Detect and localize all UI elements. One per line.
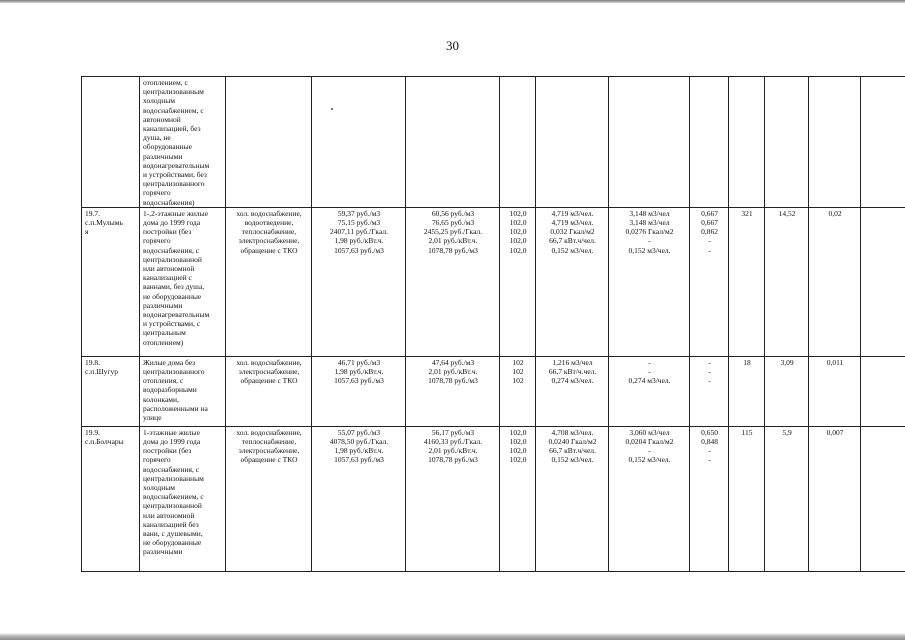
tariff-growth-index-line: 102,0	[509, 427, 527, 437]
table-row	[82, 426, 905, 571]
utility-services-line: электроснабжение,	[238, 236, 300, 246]
consumption-norm-alt-line: 3,148 м3/чел	[629, 208, 670, 218]
consumption-norm-alt-line: -	[648, 446, 651, 456]
payment-value-cell	[765, 426, 809, 571]
coefficient-line: 0,650	[701, 427, 718, 437]
tariff-new-line: 1078,78 руб./м3	[428, 245, 478, 255]
tariff-growth-index-line: 102,0	[509, 446, 527, 456]
tariff-new-line: 56,17 руб./м3	[431, 427, 475, 437]
tariff-growth-index-line: 102	[512, 376, 524, 386]
consumption-norm-alt-cell	[609, 207, 690, 356]
share-value-cell	[809, 207, 861, 356]
utility-services-line: теплоснабжение,	[241, 437, 297, 447]
coefficient-line: -	[708, 245, 711, 255]
row-number-settlement-line: я	[85, 227, 89, 237]
consumption-norm-line: 4,708 м3/чел.	[551, 427, 594, 437]
tariff-base-line: 2407,11 руб./Гкал.	[330, 227, 388, 237]
tariff-growth-index-line: 102,0	[509, 437, 527, 447]
tariff-base-line: 1057,63 руб./м3	[334, 376, 384, 386]
coefficient-cell	[690, 426, 729, 571]
row-number-settlement-cell	[82, 426, 140, 571]
coefficient-line: -	[708, 367, 711, 377]
coefficient-cell	[690, 77, 729, 208]
consumption-norm-line: 0,152 м3/чел.	[551, 455, 594, 465]
housing-type-text: 1-,2-этажные жилые дома до 1999 года постройки (без горячего водоснабжения, с централизованной или автономной канализацией с ваннами, без душа, не оборудованные различными водонагревательным и устройствами, с центральным отоплением)	[143, 208, 210, 347]
tariff-growth-index-line: 102,0	[509, 218, 527, 228]
tariff-new-line: 47,64 руб./м3	[431, 357, 475, 367]
tariff-growth-index-line: 102,0	[509, 227, 527, 237]
utility-services-line: электроснабжение,	[238, 446, 300, 456]
tariff-growth-index-line: 102,0	[509, 245, 527, 255]
utility-services-line: обращение с ТКО	[240, 245, 298, 255]
consumption-norm-alt-line: 0,0276 Гкал/м2	[625, 227, 674, 237]
coefficient-line: 0,667	[701, 208, 718, 218]
tariff-growth-index-line: 102	[512, 357, 524, 367]
utility-services-line: хол. водоснабжение,	[236, 357, 302, 367]
utility-services-cell	[226, 207, 312, 356]
housing-type-text: Жилые дома без централизованного отопления, с водоразборными колонками, расположенными на улице	[143, 357, 208, 423]
tariff-growth-index-cell	[500, 207, 536, 356]
tariff-new-line: 2,01 руб./кВт.ч.	[428, 236, 478, 246]
tariff-growth-index-line: 102,0	[509, 455, 527, 465]
housing-type-text: отоплением, с централизованным холодным водоснабжением, с автономной канализацией, без душа, не оборудованные различными водонагревательным и устройствами, без централизованного горячего водоснабжения)	[143, 78, 210, 207]
utility-services-line: электроснабжение,	[238, 367, 300, 377]
tariff-growth-index-line: 102	[512, 367, 524, 377]
consumption-norm-cell	[536, 356, 609, 426]
utility-services-line: хол. водоснабжение,	[236, 427, 302, 437]
tariff-new-line: 4160,33 руб./Гкал.	[423, 437, 483, 447]
housing-type-cell	[140, 77, 226, 208]
tariff-new-line: 76,65 руб./м3	[431, 218, 475, 228]
payment-value-text: 5,9	[782, 427, 792, 437]
coefficient-line: -	[708, 455, 711, 465]
coefficient-line: -	[708, 357, 711, 367]
tariff-new-line: 2,01 руб./кВт.ч.	[428, 367, 478, 377]
housing-type-cell	[140, 207, 226, 356]
tariff-base-line: 75,15 руб./м3	[337, 218, 381, 228]
scan-speck	[331, 108, 333, 110]
table-row	[82, 207, 905, 356]
share-value-text: 0,02	[828, 208, 842, 218]
tariff-table	[81, 76, 905, 572]
tariff-new-line: 1078,78 руб./м3	[428, 376, 478, 386]
consumption-norm-alt-line: -	[648, 236, 651, 246]
tariff-base-line: 1057,63 руб./м3	[334, 245, 384, 255]
payment-value-text: 3,09	[780, 357, 794, 367]
row-number-settlement-line: с.п.Мулымь	[85, 218, 123, 228]
scan-edge-top	[0, 0, 905, 3]
population-count-line: 115	[741, 427, 753, 437]
payment-value-cell	[765, 77, 809, 208]
consumption-norm-line: 0,032 Гкал/м2	[550, 227, 595, 237]
consumption-norm-alt-line: -	[648, 367, 651, 377]
page-number: 30	[446, 38, 459, 53]
consumption-norm-line: 0,0240 Гкал/м2	[548, 437, 597, 447]
coefficient-line: 0,862	[701, 227, 718, 237]
tariff-new-line: 1078,78 руб./м3	[428, 455, 478, 465]
consumption-norm-cell	[536, 426, 609, 571]
row-number-settlement-line: 19.9.	[85, 427, 100, 437]
utility-services-line: водоотведение,	[244, 218, 294, 228]
consumption-norm-line: 66,7 кВт.ч/чел.	[549, 236, 596, 246]
consumption-norm-line: 4,719 м3/чел.	[551, 218, 594, 228]
blank-column-cell	[861, 426, 905, 571]
housing-type-cell	[140, 426, 226, 571]
consumption-norm-alt-cell	[609, 356, 690, 426]
table-row	[82, 356, 905, 426]
tariff-new-cell	[406, 77, 500, 208]
blank-column-cell	[861, 356, 905, 426]
housing-type-cell	[140, 356, 226, 426]
blank-column-cell	[861, 207, 905, 356]
utility-services-cell	[226, 77, 312, 208]
coefficient-line: -	[708, 446, 711, 456]
coefficient-cell	[690, 207, 729, 356]
housing-type-text: 1-этажные жилые дома до 1999 года постройки (без горячего водоснабжения, с централизованным холодным водоснабжением, с централизованной или автономной канализацией без вани, с душевыми, не оборудованные различными	[143, 427, 204, 557]
consumption-norm-alt-cell	[609, 426, 690, 571]
tariff-base-cell	[312, 207, 406, 356]
consumption-norm-alt-line: 3,060 м3/чел	[629, 427, 670, 437]
utility-services-line: обращение с ТКО	[240, 376, 298, 386]
blank-column-cell	[861, 77, 905, 208]
share-value-cell	[809, 77, 861, 208]
share-value-text: 0,007	[826, 427, 844, 437]
utility-services-cell	[226, 356, 312, 426]
tariff-base-line: 4078,50 руб./Гкал.	[329, 437, 389, 447]
row-number-settlement-line: 19.8.	[85, 357, 100, 367]
tariff-base-line: 55,07 руб./м3	[337, 427, 381, 437]
payment-value-text: 14,52	[778, 208, 796, 218]
row-number-settlement-cell	[82, 207, 140, 356]
consumption-norm-line: 4,719 м3/чел.	[551, 208, 594, 218]
coefficient-line: -	[708, 236, 711, 246]
utility-services-line: хол. водоснабжение,	[236, 208, 302, 218]
consumption-norm-line: 66,7 кВт.ч/чел.	[549, 446, 596, 456]
tariff-base-line: 1,98 руб./кВт.ч.	[334, 367, 384, 377]
consumption-norm-alt-line: 0,152 м3/чел.	[628, 455, 671, 465]
tariff-new-cell	[406, 356, 500, 426]
scan-edge-bottom	[0, 633, 905, 640]
consumption-norm-alt-line: -	[648, 357, 651, 367]
tariff-base-line: 1057,63 руб./м3	[334, 455, 384, 465]
utility-services-cell	[226, 426, 312, 571]
consumption-norm-cell	[536, 77, 609, 208]
tariff-base-line: 1,98 руб./кВт.ч.	[334, 236, 384, 246]
coefficient-line: 0,848	[701, 437, 718, 447]
consumption-norm-line: 0,152 м3/чел.	[551, 245, 594, 255]
tariff-growth-index-cell	[500, 356, 536, 426]
payment-value-cell	[765, 207, 809, 356]
consumption-norm-line: 0,274 м3/чел.	[551, 376, 594, 386]
population-count-line: 18	[743, 357, 751, 367]
tariff-base-cell	[312, 356, 406, 426]
share-value-text: 0,011	[826, 357, 844, 367]
tariff-new-line: 2455,25 руб./Гкал.	[423, 227, 483, 237]
share-value-cell	[809, 356, 861, 426]
consumption-norm-alt-cell	[609, 77, 690, 208]
tariff-base-cell	[312, 426, 406, 571]
row-number-settlement-line: с.п.Болчары	[85, 437, 124, 447]
row-number-settlement-line: 19.7.	[85, 208, 100, 218]
share-value-cell	[809, 426, 861, 571]
population-count-cell	[729, 356, 765, 426]
tariff-base-line: 46,71 руб./м3	[337, 357, 381, 367]
consumption-norm-alt-line: 0,0204 Гкал/м2	[625, 437, 674, 447]
tariff-growth-index-line: 102,0	[509, 208, 527, 218]
tariff-new-line: 60,56 руб./м3	[431, 208, 475, 218]
coefficient-cell	[690, 356, 729, 426]
payment-value-cell	[765, 356, 809, 426]
population-count-cell	[729, 426, 765, 571]
consumption-norm-alt-line: 0,152 м3/чел.	[628, 245, 671, 255]
coefficient-line: -	[708, 376, 711, 386]
consumption-norm-line: 1,216 м3/чел	[552, 357, 593, 367]
consumption-norm-alt-line: 3,148 м3/чел	[629, 218, 670, 228]
row-number-settlement-cell	[82, 356, 140, 426]
consumption-norm-line: 66,7 кВт/ч.чел.	[548, 367, 597, 377]
tariff-base-line: 1,98 руб./кВт.ч.	[334, 446, 384, 456]
tariff-new-line: 2,01 руб./кВт.ч.	[428, 446, 478, 456]
tariff-growth-index-cell	[500, 426, 536, 571]
tariff-growth-index-cell	[500, 77, 536, 208]
utility-services-line: обращение с ТКО	[240, 455, 298, 465]
tariff-new-cell	[406, 207, 500, 356]
table-row	[82, 77, 905, 208]
consumption-norm-cell	[536, 207, 609, 356]
row-number-settlement-cell	[82, 77, 140, 208]
coefficient-line: 0,667	[701, 218, 718, 228]
tariff-base-line: 59,37 руб./м3	[337, 208, 381, 218]
tariff-growth-index-line: 102,0	[509, 236, 527, 246]
tariff-new-cell	[406, 426, 500, 571]
utility-services-line: теплоснабжение,	[241, 227, 297, 237]
consumption-norm-alt-line: 0,274 м3/чел.	[628, 376, 671, 386]
tariff-base-cell	[312, 77, 406, 208]
population-count-cell	[729, 77, 765, 208]
population-count-cell	[729, 207, 765, 356]
row-number-settlement-line: с.п.Шугур	[85, 367, 118, 377]
population-count-line: 321	[741, 208, 753, 218]
